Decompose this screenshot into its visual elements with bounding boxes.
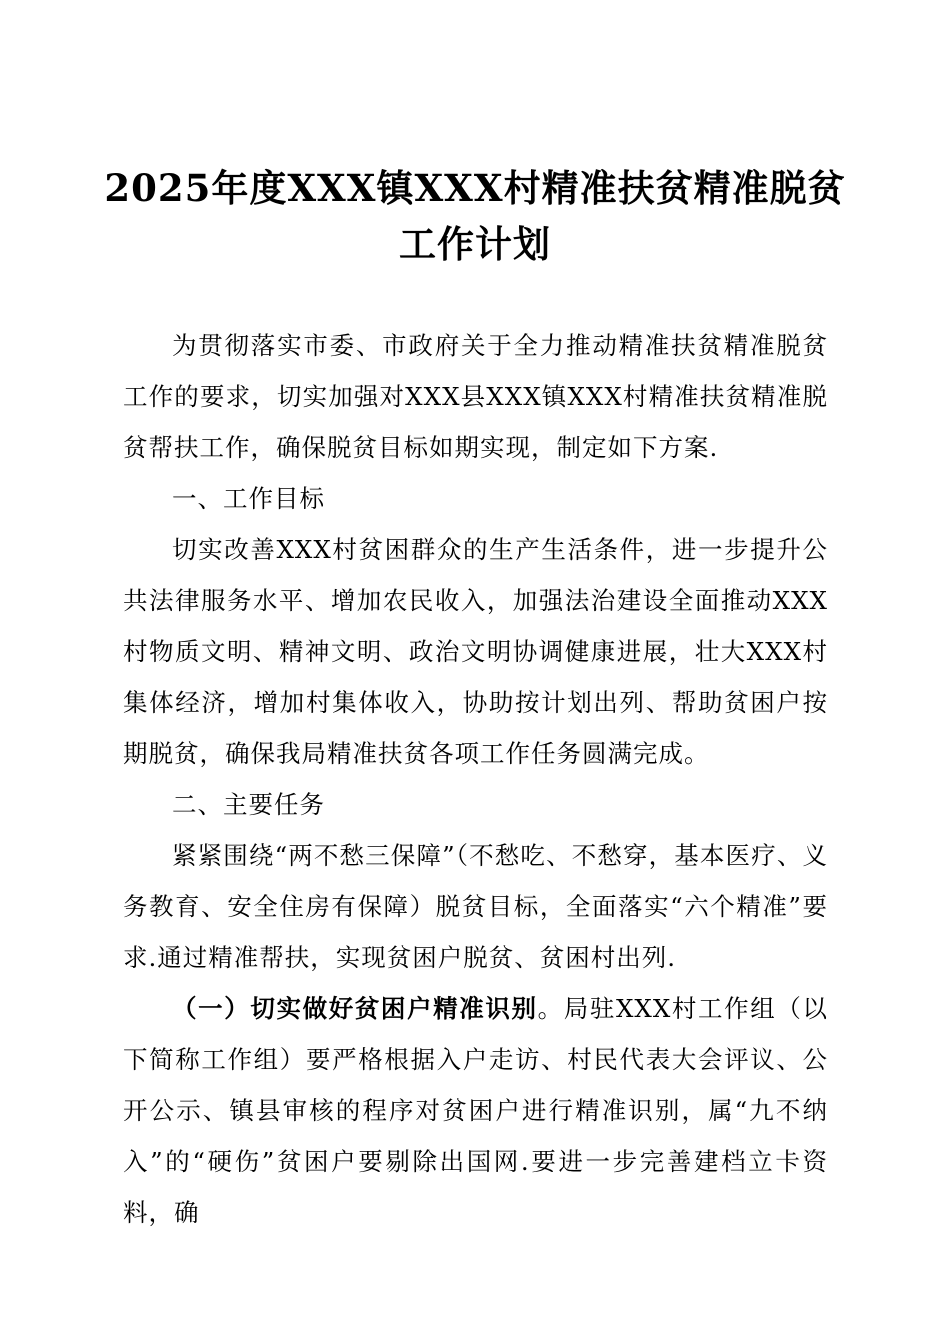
intro-paragraph: 为贯彻落实市委、市政府关于全力推动精准扶贫精准脱贫工作的要求，切实加强对XXX县XXX镇XXX村精准扶贫精准脱贫帮扶工作，确保脱贫目标如期实现，制定如下方案. <box>123 331 828 462</box>
document-title <box>100 160 850 272</box>
subsection-heading-1: （一）切实做好贫困户精准识别 <box>172 994 538 1023</box>
section-heading-goals: 一、工作目标 <box>172 484 325 513</box>
title-line-1: 2025年度XXX镇XXX村精准扶贫精准脱贫 <box>104 166 846 210</box>
subsection-body-1: 。局驻XXX村工作组（以下简称工作组）要严格根据入户走访、村民代表大会评议、公开公示、镇县审核的程序对贫困户进行精准识别，属“九不纳入”的“硬伤”贫困户要剔除出国网.要进一步完善建档立卡资料，确 <box>123 994 828 1227</box>
tasks-paragraph: 紧紧围绕“两不愁三保障”（不愁吃、不愁穿，基本医疗、义务教育、安全住房有保障）脱贫目标，全面落实“六个精准”要求.通过精准帮扶，实现贫困户脱贫、贫困村出列. <box>123 841 828 972</box>
document-body <box>123 320 828 1238</box>
title-line-2: 工作计划 <box>399 222 551 266</box>
section-heading-tasks: 二、主要任务 <box>172 790 325 819</box>
goals-paragraph: 切实改善XXX村贫困群众的生产生活条件，进一步提升公共法律服务水平、增加农民收入，加强法治建设全面推动XXX村物质文明、精神文明、政治文明协调健康进展，壮大XXX村集体经济，增加村集体收入，协助按计划出列、帮助贫困户按期脱贫，确保我局精准扶贫各项工作任务圆满完成。 <box>123 535 828 768</box>
subsection-paragraph-1 <box>123 983 828 1238</box>
